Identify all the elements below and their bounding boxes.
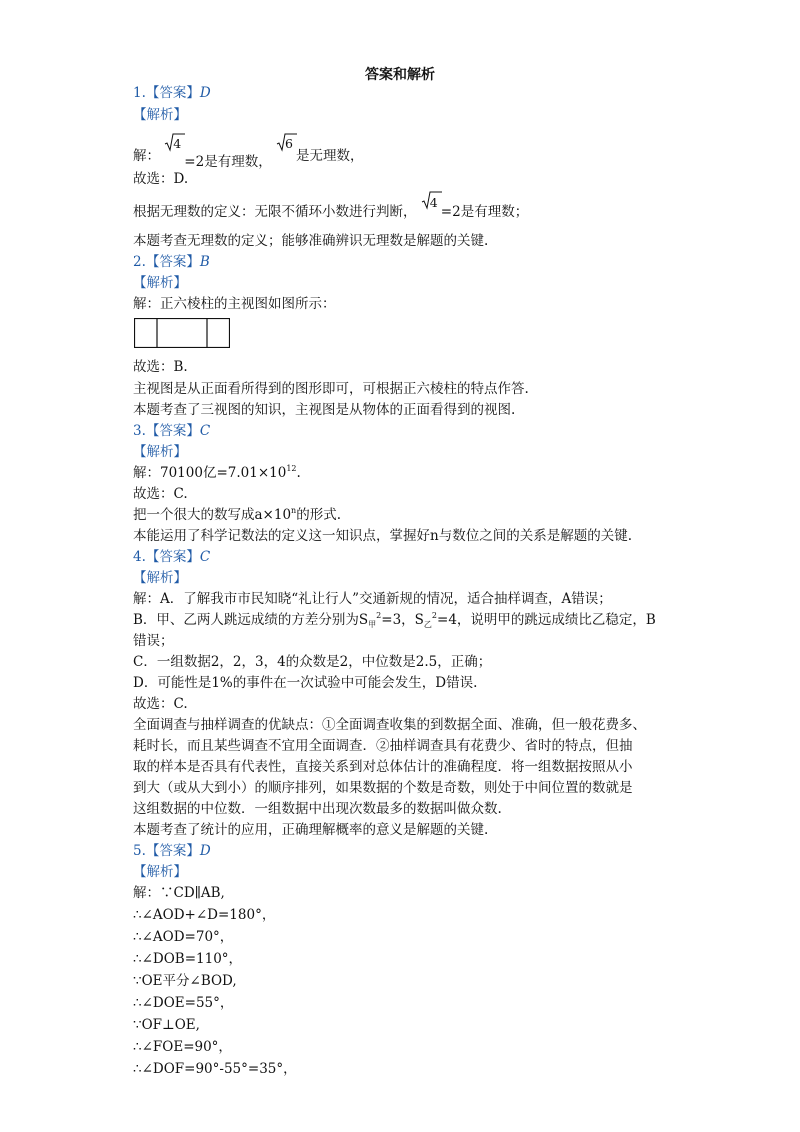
q4-answer-tag: 4.【答案】 <box>133 549 200 565</box>
q1-answer-tag: 1.【答案】 <box>133 85 200 101</box>
q3-line1 <box>133 506 341 524</box>
q1-summary: 本题考查无理数的定义；能够准确辨识无理数是解题的关键. <box>133 233 489 249</box>
q3-answer: C <box>199 423 211 439</box>
q4-para-line5: 这组数据的中位数．一组数据中出现次数最多的数据叫做众数. <box>133 801 502 817</box>
q1-answer-line <box>133 84 211 102</box>
q2-answer-line <box>133 253 210 271</box>
q3-sol-end: . <box>296 465 301 481</box>
q5-step: ∴∠DOE=55°， <box>133 995 234 1011</box>
q4-option-c: C．一组数据2，2，3，4的众数是2，中位数是2.5，正确； <box>133 654 492 670</box>
q3-line1-text: 把一个很大的数写成a×10 <box>133 507 292 523</box>
q4-analysis-tag: 【解析】 <box>133 570 187 586</box>
q2-answer-tag: 2.【答案】 <box>133 254 200 270</box>
q3-choose: 故选：C. <box>133 486 188 502</box>
q1-rule-line <box>133 190 529 220</box>
q4-b1-sup1: 2 <box>376 611 382 620</box>
q4-para-line1: 全面调查与抽样调查的优缺点：①全面调查收集的到数据全面、准确，但一般花费多、 <box>133 717 646 733</box>
q1-sol-mid: =2是有理数， <box>184 154 272 170</box>
q4-b1-sub2: 乙 <box>423 620 432 629</box>
q3-solution <box>133 464 301 482</box>
q5-step: ∴∠AOD=70°， <box>133 929 234 945</box>
q4-option-b-line2: 错误； <box>133 633 174 649</box>
q4-b1-mid: =3，S <box>381 612 424 628</box>
q5-answer: D <box>199 843 211 859</box>
q1-solution-line <box>133 132 364 170</box>
q5-answer-line <box>133 842 211 860</box>
q3-sol-text: 解：70100亿=7.01×10 <box>133 465 287 481</box>
q2-analysis-tag: 【解析】 <box>133 275 187 291</box>
q5-analysis-tag: 【解析】 <box>133 864 187 880</box>
page-title: 答案和解析 <box>365 67 435 83</box>
q1-choose: 故选：D. <box>133 171 189 187</box>
sqrt-symbol <box>421 190 441 212</box>
q4-b1-sup2: 2 <box>431 611 438 620</box>
q4-para-line4: 到大（或从大到小）的顺序排列，如果数据的个数是奇数，则处于中间位置的数就是 <box>133 780 633 796</box>
q1-rule-text: 根据无理数的定义：无限不循环小数进行判断， <box>133 204 417 220</box>
q4-option-b-line1 <box>133 611 656 629</box>
q1-answer: D <box>199 85 211 101</box>
q3-analysis-tag: 【解析】 <box>133 444 187 460</box>
q4-b1-end: =4，说明甲的跳远成绩比乙稳定，B <box>437 612 656 628</box>
hexagonal-prism-front-view <box>134 318 230 348</box>
q4-summary: 本题考查了统计的应用，正确理解概率的意义是解题的关键. <box>133 822 489 838</box>
q4-para-line3: 取的样本是否具有代表性，直接关系到对总体估计的准确程度．将一组数据按照从小 <box>133 759 633 775</box>
q3-line1-end: 的形式. <box>296 507 341 523</box>
q2-solution: 解：正六棱柱的主视图如图所示： <box>133 296 336 312</box>
q5-step: ∴∠FOE=90°， <box>133 1039 232 1055</box>
q4-para-line2: 耗时长，而且某些调查不宜用全面调查．②抽样调查具有花费少、省时的特点，但抽 <box>133 738 633 754</box>
q1-rule-end: =2是有理数； <box>440 204 529 220</box>
q1-sol-prefix: 解： <box>133 148 160 164</box>
q4-option-d: D．可能性是1%的事件在一次试验中可能会发生，D错误. <box>133 675 478 691</box>
q3-answer-line <box>133 422 210 440</box>
q1-sol-end: 是无理数， <box>296 148 364 164</box>
q1-analysis-tag: 【解析】 <box>133 107 187 123</box>
q4-option-a: 解：A．了解我市市民知晓“礼让行人”交通新规的情况，适合抽样调查，A错误； <box>133 591 612 607</box>
q3-line1-exponent: n <box>291 506 297 515</box>
q2-answer: B <box>199 254 210 270</box>
q1-radicand-a: 4 <box>173 136 182 151</box>
q4-b1-sub1: 甲 <box>368 620 377 629</box>
q5-step: ∴∠DOB=110°， <box>133 951 243 967</box>
q4-answer: C <box>199 549 211 565</box>
q5-step: ∴∠DOF=90°-55°=35°， <box>133 1061 297 1077</box>
sqrt-symbol <box>164 132 184 154</box>
q2-line1: 主视图是从正面看所得到的图形即可，可根据正六棱柱的特点作答. <box>133 381 529 397</box>
q4-choose: 故选：C. <box>133 696 188 712</box>
q5-step: ∴∠AOD+∠D=180°， <box>133 907 276 923</box>
q2-choose: 故选：B. <box>133 359 188 375</box>
q3-answer-tag: 3.【答案】 <box>133 423 200 439</box>
q5-step: 解：∵CD∥AB, <box>133 885 225 901</box>
q3-sol-exponent: 12 <box>286 464 297 473</box>
q5-step: ∵OF⊥OE, <box>133 1017 200 1033</box>
q4-b1-text: B．甲、乙两人跳远成绩的方差分别为S <box>133 612 369 628</box>
q1-rule-radicand: 4 <box>429 195 438 210</box>
q5-answer-tag: 5.【答案】 <box>133 843 200 859</box>
q3-line2: 本能运用了科学记数法的定义这一知识点，掌握好n与数位之间的关系是解题的关键. <box>133 528 632 544</box>
sqrt-symbol <box>276 132 296 154</box>
q1-radicand-b: 6 <box>285 136 293 151</box>
q4-answer-line <box>133 548 210 566</box>
q5-step: ∵OE平分∠BOD, <box>133 973 237 989</box>
q2-line2: 本题考查了三视图的知识，主视图是从物体的正面看得到的视图. <box>133 402 516 418</box>
